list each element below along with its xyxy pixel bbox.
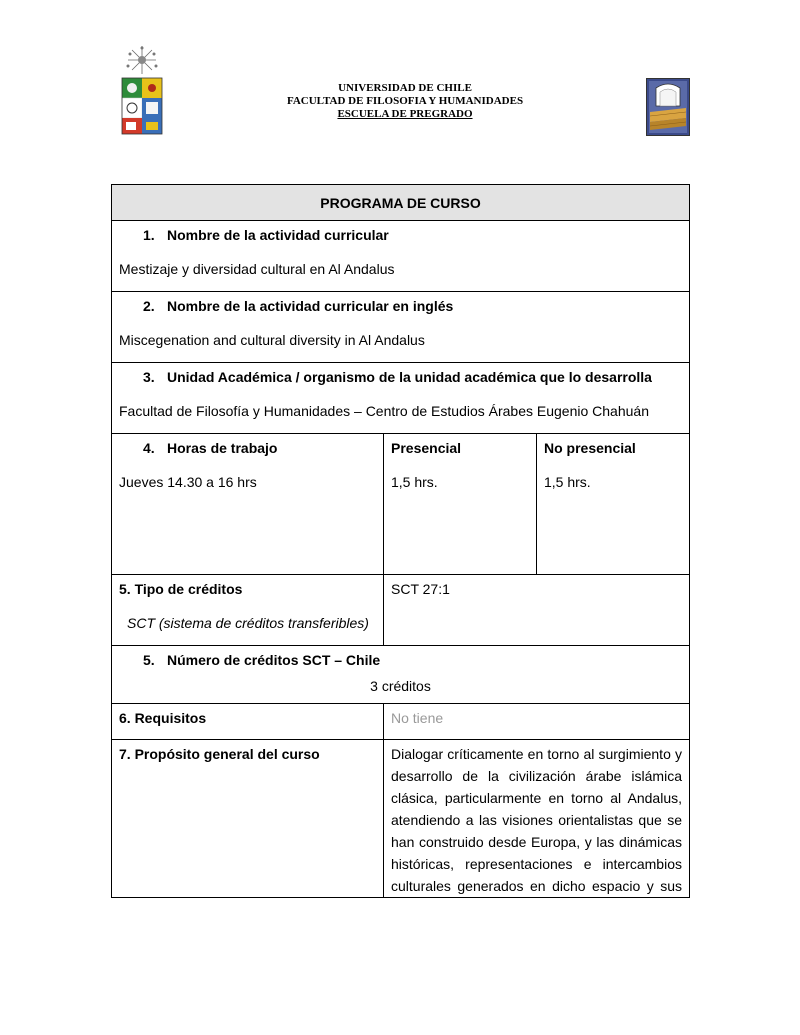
section-label: Nombre de la actividad curricular en inglés (167, 298, 454, 314)
university-crest-icon (116, 44, 168, 138)
section-label: Horas de trabajo (167, 440, 278, 456)
section-label: Nombre de la actividad curricular (167, 227, 389, 243)
course-name-english-value: Miscegenation and cultural diversity in Al Andalus (119, 332, 425, 348)
section-number: 2. (143, 298, 155, 314)
presencial-label: Presencial (391, 440, 462, 456)
work-hours-value: Jueves 14.30 a 16 hrs (119, 474, 257, 490)
no-presencial-label: No presencial (544, 440, 636, 456)
credit-type-value-cell (384, 575, 690, 646)
credit-type-subtitle: SCT (sistema de créditos transferibles) (127, 615, 369, 631)
requirements-label: 6. Requisitos (119, 710, 207, 726)
section-academic-unit (112, 363, 690, 434)
purpose-label: 7. Propósito general del curso (119, 746, 320, 762)
purpose-value-cell (384, 740, 690, 898)
requirements-label-cell (112, 704, 384, 740)
presencial-cell (384, 434, 537, 575)
school-name: ESCUELA DE PREGRADO (337, 108, 473, 120)
section-sct-credits (112, 646, 690, 704)
course-name-value: Mestizaje y diversidad cultural en Al Andalus (119, 261, 395, 277)
course-program-table (111, 184, 690, 898)
credit-type-cell (112, 575, 384, 646)
section-work-hours (112, 434, 384, 575)
requirements-value-cell (384, 704, 690, 740)
section-number: 3. (143, 369, 155, 385)
section-number: 1. (143, 227, 155, 243)
institution-header (200, 82, 610, 121)
credit-type-value: SCT 27:1 (391, 581, 450, 597)
credit-type-label: 5. Tipo de créditos (119, 581, 243, 597)
section-number: 5. (143, 652, 155, 668)
university-name: UNIVERSIDAD DE CHILE (338, 82, 472, 94)
no-presencial-cell (537, 434, 690, 575)
section-course-name (112, 221, 690, 292)
academic-unit-value: Facultad de Filosofía y Humanidades – Centro de Estudios Árabes Eugenio Chahuán (119, 403, 649, 419)
section-label: Unidad Académica / organismo de la unidad académica que lo desarrolla (167, 369, 652, 385)
purpose-value: Dialogar críticamente en torno al surgimiento y desarrollo de la civilización árabe islámica clásica, particularmente en torno al Andalus, atendiendo a las visiones orientalistas que se han construido desde Europa, y las dinámicas históricas, representaciones e intercambios culturales generados en dicho espacio y sus (391, 746, 682, 894)
faculty-name: FACULTAD DE FILOSOFIA Y HUMANIDADES (286, 95, 524, 107)
section-label: Número de créditos SCT – Chile (167, 652, 381, 668)
sct-credits-value: 3 créditos (370, 678, 431, 694)
requirements-value: No tiene (391, 710, 444, 726)
section-course-name-english (112, 292, 690, 363)
faculty-emblem-icon (646, 78, 690, 136)
purpose-label-cell (112, 740, 384, 898)
section-number: 4. (143, 440, 155, 456)
no-presencial-value: 1,5 hrs. (544, 474, 591, 490)
table-title: PROGRAMA DE CURSO (112, 185, 690, 221)
presencial-value: 1,5 hrs. (391, 474, 438, 490)
